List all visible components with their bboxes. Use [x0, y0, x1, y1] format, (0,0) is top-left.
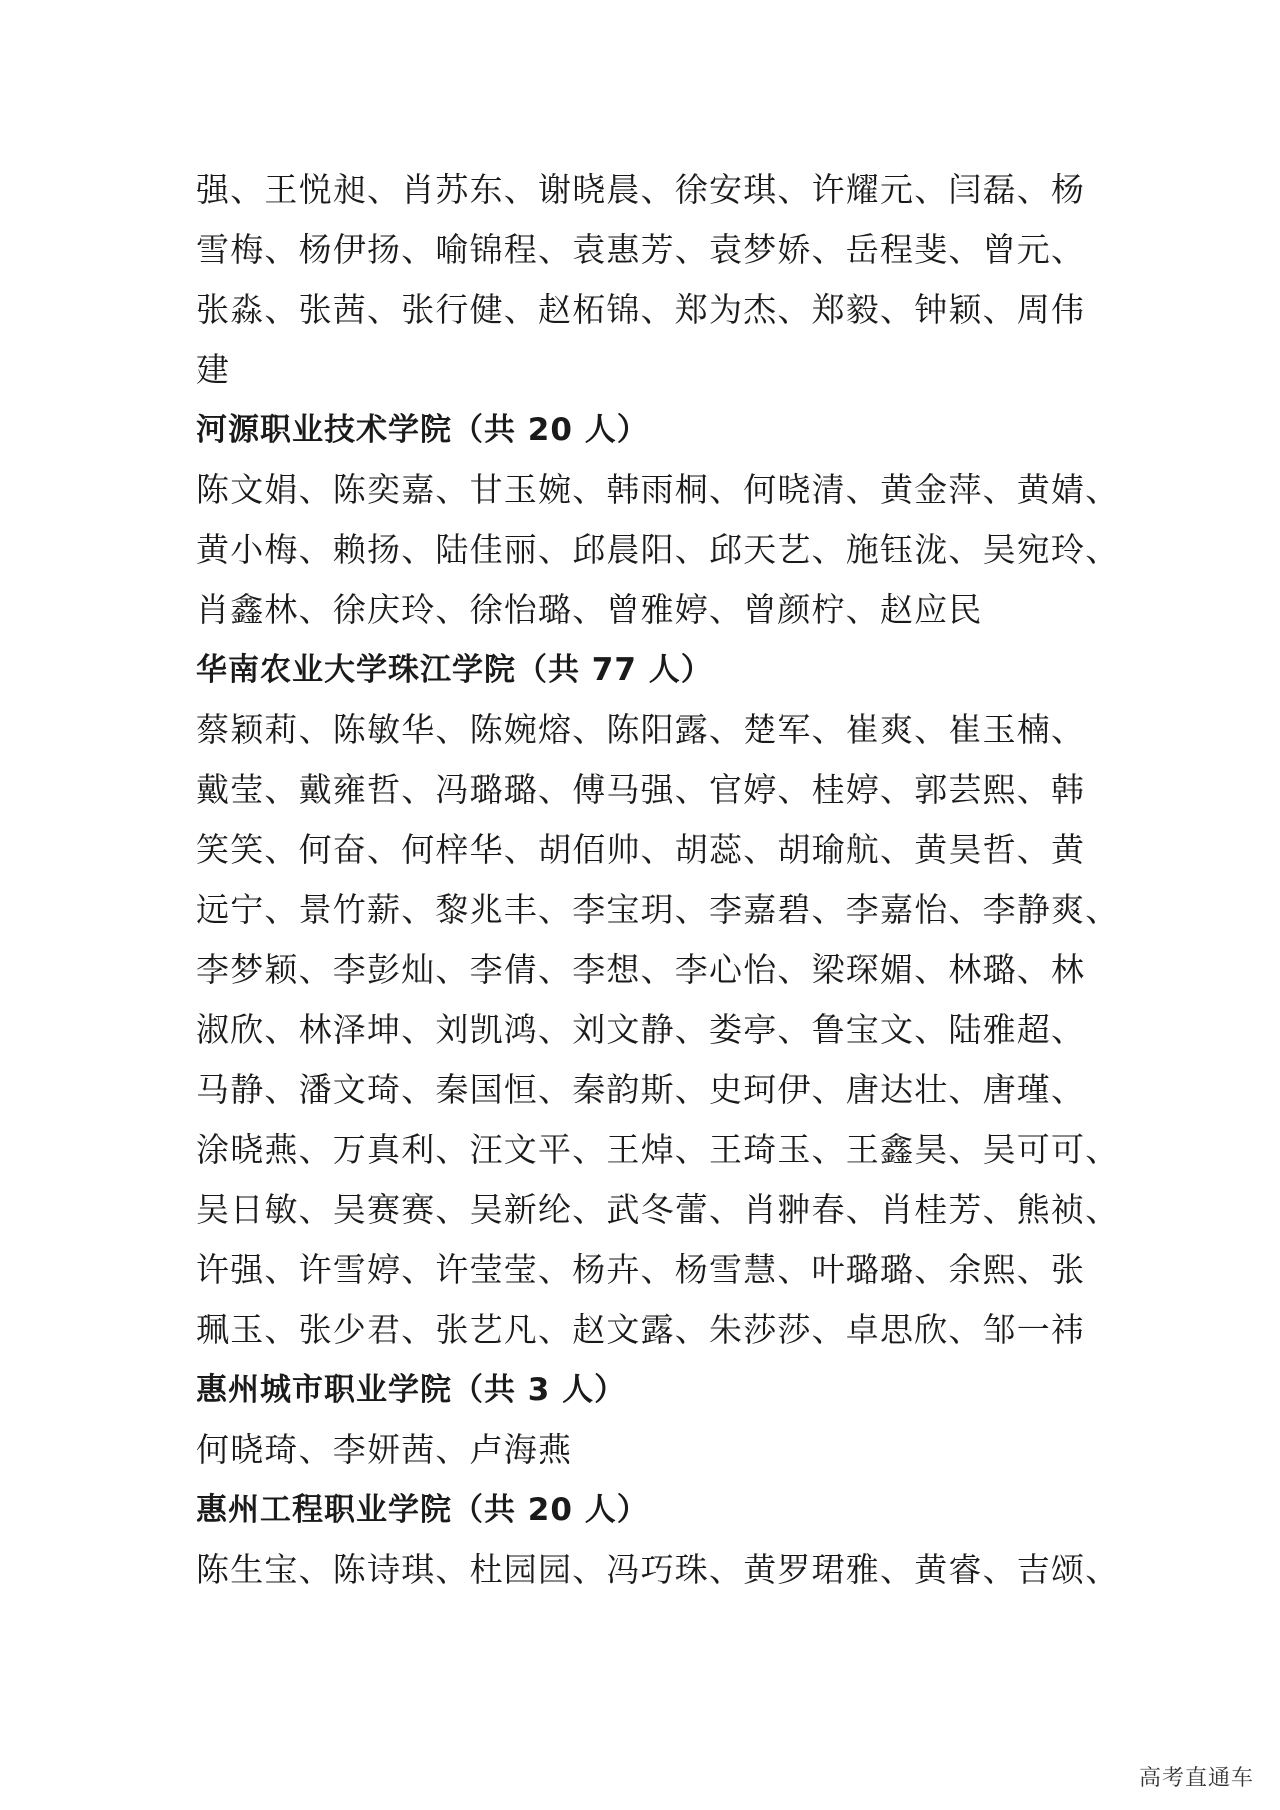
name-list-line: 强、王悦昶、肖苏东、谢晓晨、徐安琪、许耀元、闫磊、杨 — [196, 170, 1086, 209]
section-heading: 惠州工程职业学院（共 20 人） — [196, 1492, 649, 1528]
name-list-line: 珮玉、张少君、张艺凡、赵文露、朱莎莎、卓思欣、邹一祎 — [196, 1310, 1086, 1349]
watermark-text: 高考直通车 — [1138, 1766, 1254, 1791]
name-list-line: 远宁、景竹薪、黎兆丰、李宝玥、李嘉碧、李嘉怡、李静爽、 — [196, 890, 1120, 929]
name-list-line: 淑欣、林泽坤、刘凯鸿、刘文静、娄亭、鲁宝文、陆雅超、 — [196, 1010, 1086, 1049]
section-heading: 惠州城市职业学院（共 3 人） — [196, 1372, 627, 1408]
name-list-line: 陈生宝、陈诗琪、杜园园、冯巧珠、黄罗珺雅、黄睿、吉颂、 — [196, 1550, 1120, 1589]
name-list-line: 马静、潘文琦、秦国恒、秦韵斯、史珂伊、唐达壮、唐瑾、 — [196, 1070, 1086, 1109]
name-list-line: 涂晓燕、万真利、汪文平、王焯、王琦玉、王鑫昊、吴可可、 — [196, 1130, 1120, 1169]
section-heading: 河源职业技术学院（共 20 人） — [196, 412, 649, 448]
name-list-line: 吴日敏、吴赛赛、吴新纶、武冬蕾、肖翀春、肖桂芳、熊祯、 — [196, 1190, 1120, 1229]
name-list-line: 陈文娟、陈奕嘉、甘玉婉、韩雨桐、何晓清、黄金萍、黄婧、 — [196, 470, 1120, 509]
name-list-line: 戴莹、戴雍哲、冯璐璐、傅马强、官婷、桂婷、郭芸熙、韩 — [196, 770, 1086, 809]
name-list-line: 张淼、张茜、张行健、赵柘锦、郑为杰、郑毅、钟颖、周伟 — [196, 290, 1086, 329]
name-list-line: 蔡颖莉、陈敏华、陈婉熔、陈阳露、楚军、崔爽、崔玉楠、 — [196, 710, 1086, 749]
name-list-line: 建 — [196, 350, 231, 389]
section-heading: 华南农业大学珠江学院（共 77 人） — [196, 652, 713, 688]
name-list-line: 许强、许雪婷、许莹莹、杨卉、杨雪慧、叶璐璐、余熙、张 — [196, 1250, 1086, 1289]
name-list-line: 何晓琦、李妍茜、卢海燕 — [196, 1430, 573, 1469]
name-list-line: 肖鑫林、徐庆玲、徐怡璐、曾雅婷、曾颜柠、赵应民 — [196, 590, 983, 629]
name-list-line: 雪梅、杨伊扬、喻锦程、袁惠芳、袁梦娇、岳程斐、曾元、 — [196, 230, 1086, 269]
name-list-line: 笑笑、何奋、何梓华、胡佰帅、胡蕊、胡瑜航、黄昊哲、黄 — [196, 830, 1086, 869]
document-body — [196, 160, 1120, 1600]
name-list-line: 李梦颖、李彭灿、李倩、李想、李心怡、梁琛媚、林璐、林 — [196, 950, 1086, 989]
name-list-line: 黄小梅、赖扬、陆佳丽、邱晨阳、邱天艺、施钰泷、吴宛玲、 — [196, 530, 1120, 569]
